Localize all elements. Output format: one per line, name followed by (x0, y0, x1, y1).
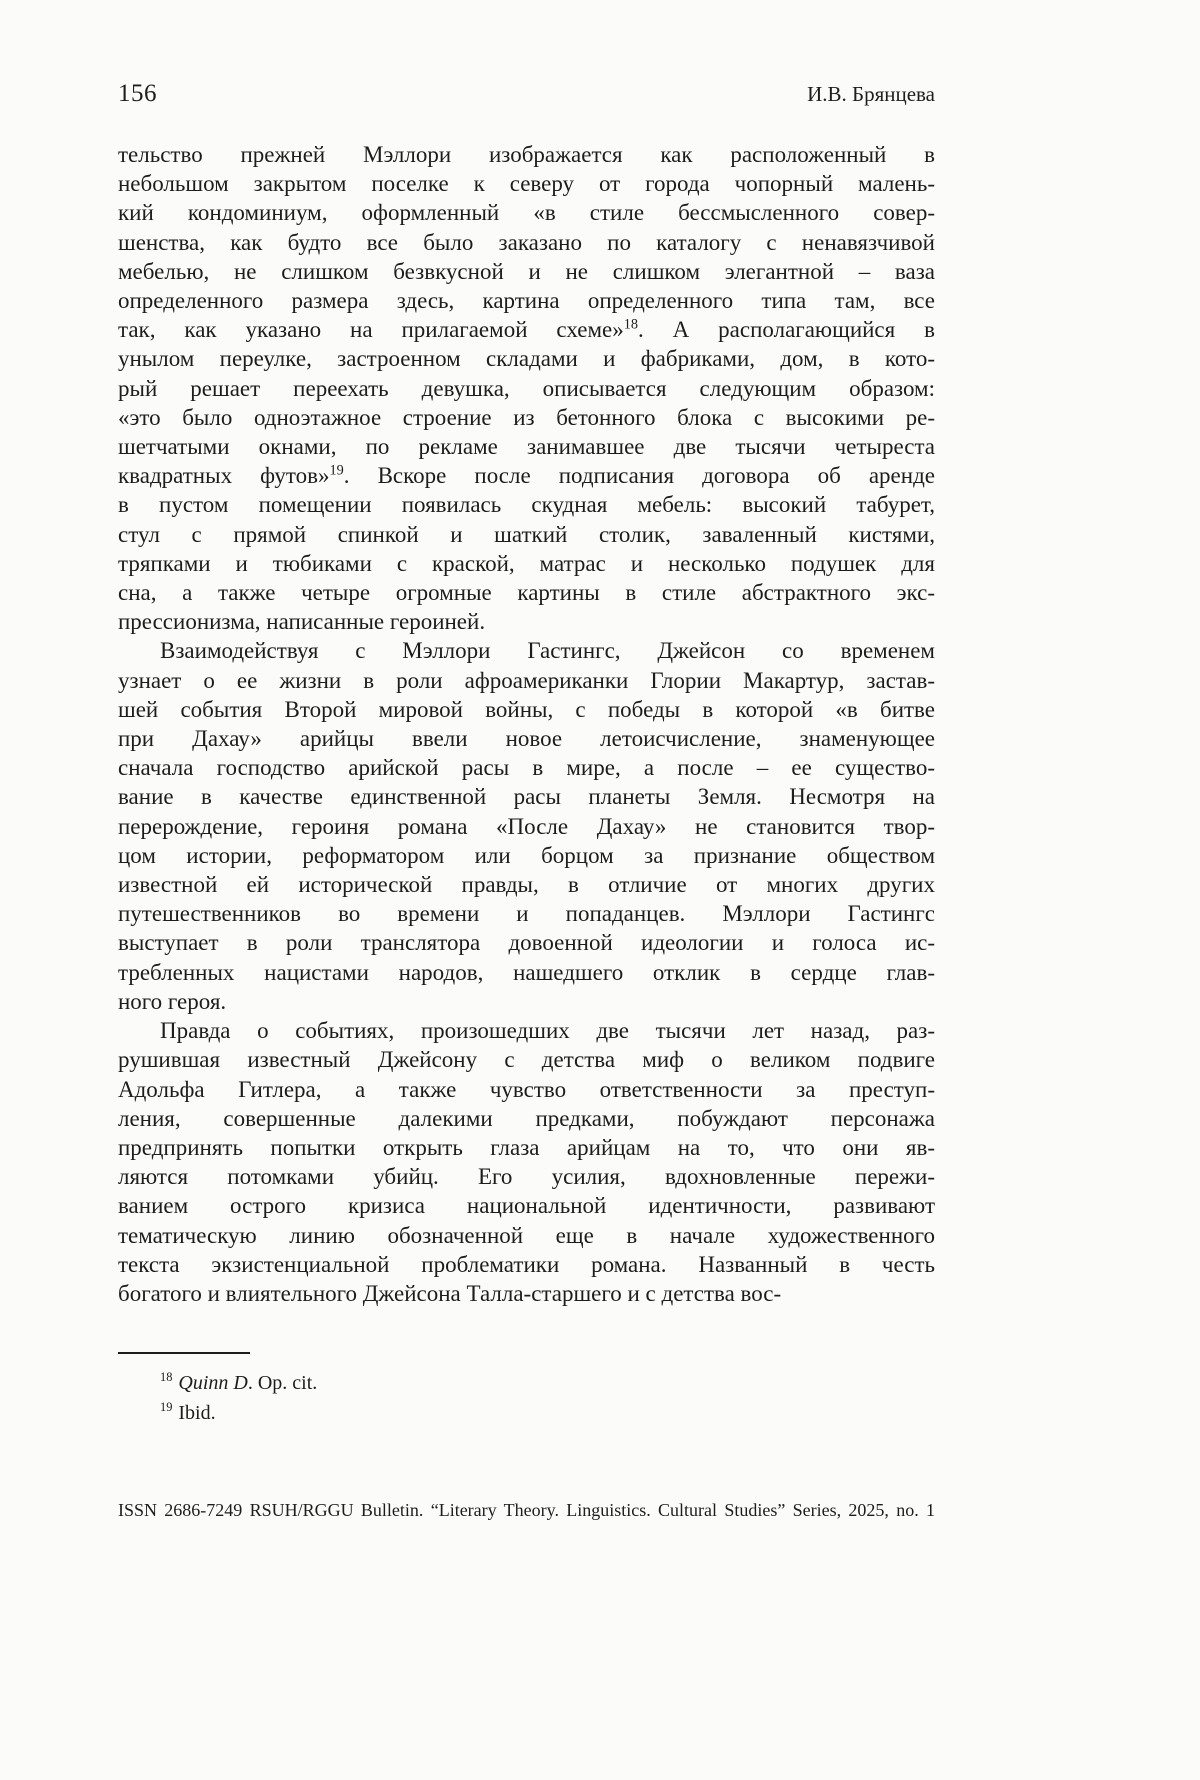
footer-line: ISSN 2686-7249 RSUH/RGGU Bulletin. “Literary Theory. Linguistics. Cultural Studies” Series, 2025, no. 1 (118, 1500, 935, 1520)
text-line: шей события Второй мировой войны, с победы в которой «в битве (118, 696, 935, 722)
text-line: Адольфа Гитлера, а также чувство ответственности за преступ- (118, 1076, 935, 1102)
text-line: небольшом закрытом поселке к северу от города чопорный малень- (118, 171, 935, 197)
footnote: $^{18}$ Quinn D. Op. cit. (160, 1370, 318, 1394)
page-number: 156 (118, 80, 157, 107)
text-line: цом истории, реформатором или борцом за признание обществом (118, 842, 935, 868)
text-line: так, как указано на прилагаемой схеме»$^{18}$. А располагающийся в (118, 316, 935, 343)
text-line: шенства, как будто все было заказано по каталогу с ненавязчивой (118, 229, 935, 255)
text-line: тематическую линию обозначенной еще в начале художественного (118, 1222, 935, 1248)
text-line: выступает в роли транслятора довоенной идеологии и голоса ис- (118, 930, 935, 956)
footnote-block (118, 1352, 935, 1428)
text-line: ного героя. (118, 988, 227, 1014)
text-line: предпринять попытки открыть глаза арийцам на то, что они яв- (118, 1134, 935, 1160)
text-line: «это было одноэтажное строение из бетонного блока с высокими ре- (118, 404, 935, 430)
text-line: текста экзистенциальной проблематики романа. Названный в честь (118, 1251, 935, 1277)
text-line: кий кондоминиум, оформленный «в стиле бессмысленного совер- (118, 200, 935, 226)
paragraph (118, 636, 935, 1016)
text-line: Взаимодействуя с Мэллори Гастингс, Джейсон со временем (160, 638, 935, 664)
text-line: узнает о ее жизни в роли афроамериканки Глории Макартур, застав- (118, 667, 935, 693)
footnote-marker: 18 (160, 1370, 173, 1385)
text-line: квадратных футов»$^{19}$. Вскоре после подписания договора об аренде (118, 462, 935, 489)
footnote-ref: 19 (329, 462, 344, 479)
text-line: тряпками и тюбиками с краской, матрас и несколько подушек для (118, 550, 935, 576)
text-line: шетчатыми окнами, по рекламе занимавшее две тысячи четыреста (118, 434, 935, 460)
text-line: известной ей исторической правды, в отличие от многих других (118, 872, 935, 898)
text-line: богатого и влиятельного Джейсона Талла-старшего и с детства вос- (118, 1280, 782, 1306)
footnotes (118, 1368, 935, 1428)
text-line: рушившая известный Джейсону с детства миф о великом подвиге (118, 1047, 935, 1073)
paragraph (118, 1016, 935, 1308)
text-line: мебелью, не слишком безвкусной и не слишком элегантной – ваза (118, 258, 935, 284)
text-line: прессионизма, написанные героиней. (118, 609, 486, 635)
text-line: в пустом помещении появилась скудная мебель: высокий табурет, (118, 492, 935, 518)
author-name: И.В. Брянцева (807, 82, 935, 106)
text-line: стул с прямой спинкой и шаткий столик, заваленный кистями, (118, 521, 935, 547)
page-body (118, 140, 935, 1308)
footnote: $^{19}$ Ibid. (160, 1400, 216, 1424)
text-line: сна, а также четыре огромные картины в стиле абстрактного экс- (118, 580, 935, 606)
footnote-ref: 18 (623, 316, 638, 333)
text-line: перерождение, героиня романа «После Дахау» не становится твор- (118, 813, 935, 839)
text-line: ляются потомками убийц. Его усилия, вдохновленные пережи- (118, 1164, 935, 1190)
text-line: ления, совершенные далекими предками, побуждают персонажа (118, 1105, 935, 1131)
text-line: при Дахау» арийцы ввели новое летоисчисление, знаменующее (118, 726, 935, 752)
text-line: унылом переулке, застроенном складами и фабриками, дом, в кото- (118, 346, 935, 372)
text-line: требленных нацистами народов, нашедшего отклик в сердце глав- (118, 959, 935, 985)
text-line: ванием острого кризиса национальной идентичности, развивают (118, 1193, 935, 1219)
text-line: Правда о событиях, произошедших две тысячи лет назад, раз- (160, 1018, 935, 1044)
paragraph (118, 140, 935, 636)
text-line: тельство прежней Мэллори изображается как расположенный в (118, 142, 935, 167)
footnote-citation-italic: Quinn D (178, 1372, 248, 1394)
running-head (118, 80, 935, 108)
text-line: рый решает переехать девушка, описывается следующим образом: (118, 375, 935, 401)
text-line: путешественников во времени и попаданцев. Мэллори Гастингс (118, 901, 935, 927)
text-line: вание в качестве единственной расы планеты Земля. Несмотря на (118, 784, 935, 810)
footnote-marker: 19 (160, 1400, 173, 1415)
text-line: сначала господство арийской расы в мире, а после – ее существо- (118, 755, 935, 781)
text-line: определенного размера здесь, картина определенного типа там, все (118, 288, 935, 314)
footnote-rule (118, 1352, 250, 1354)
